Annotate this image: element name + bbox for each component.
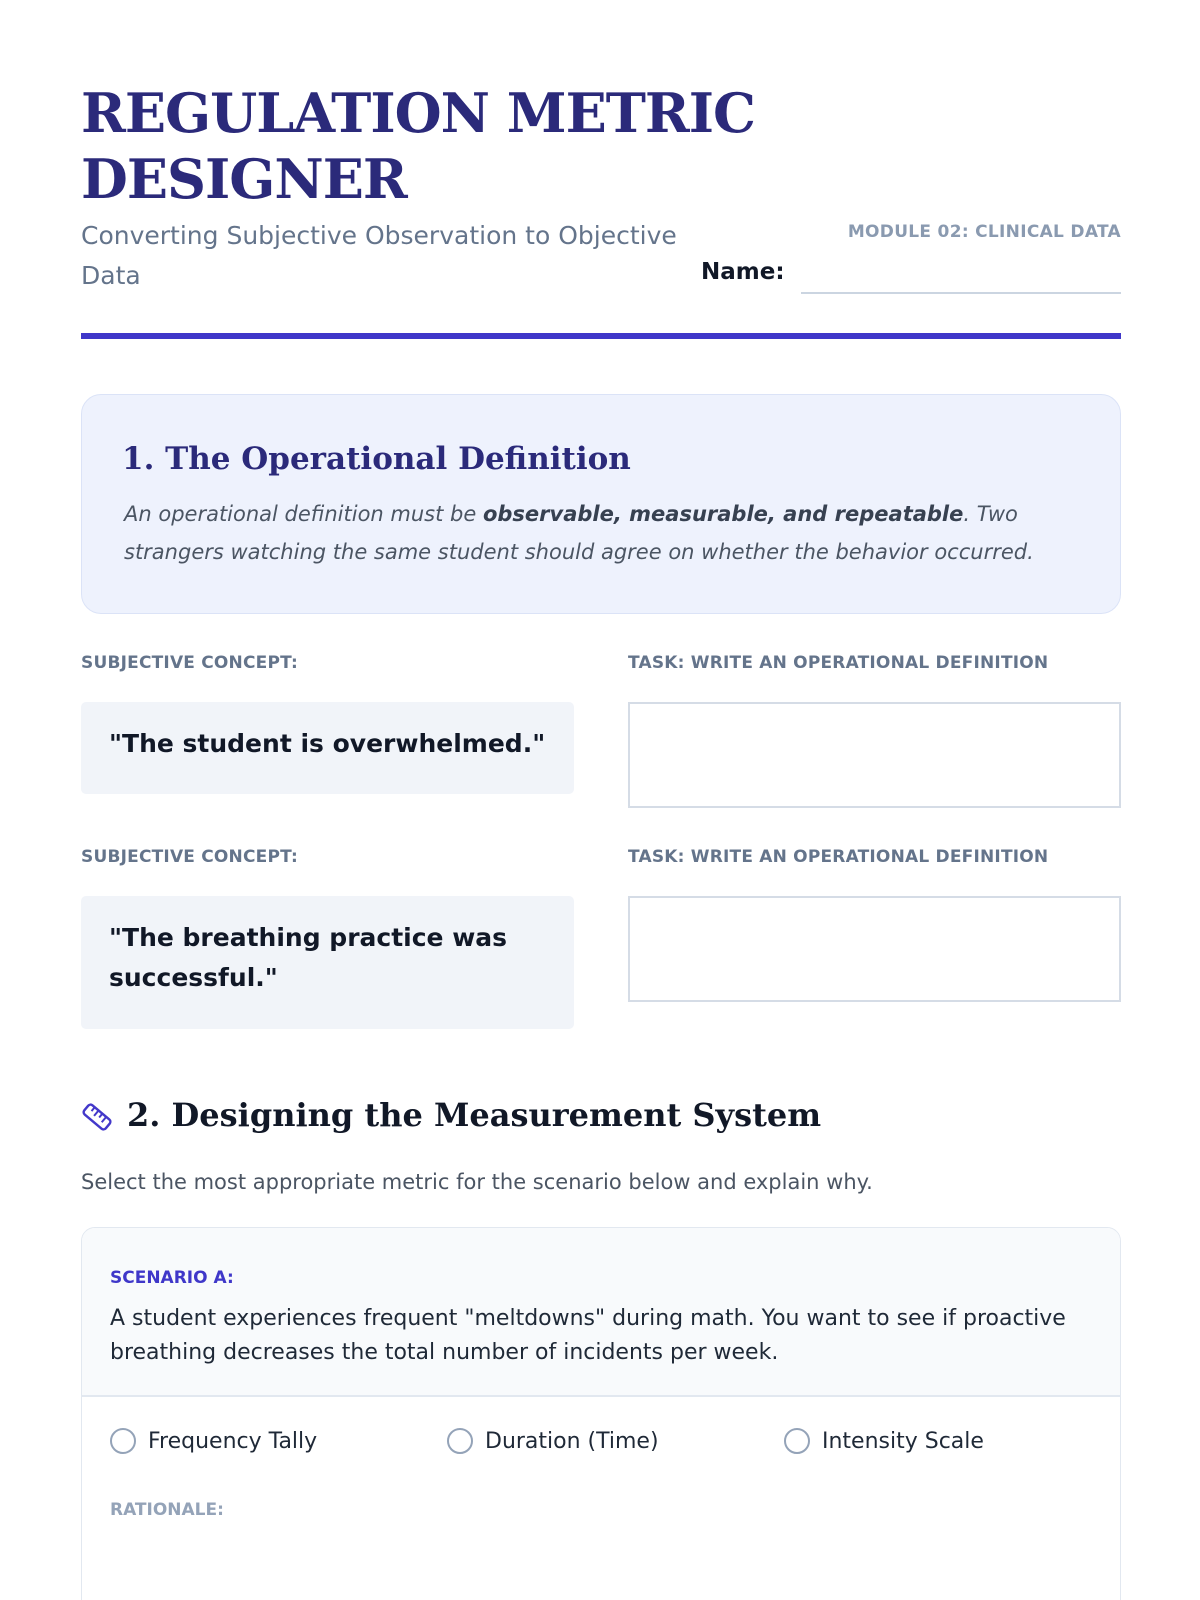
page-title: REGULATION METRIC DESIGNER	[81, 81, 756, 211]
definition-lead: An operational definition must be	[124, 502, 483, 526]
concept-box: "The breathing practice was successful."	[81, 896, 574, 1029]
concept-label: SUBJECTIVE CONCEPT:	[81, 847, 298, 867]
ruler-icon	[81, 1101, 113, 1133]
definition-emphasis: observable, measurable, and repeatable	[482, 502, 964, 526]
option-intensity-scale[interactable]	[784, 1428, 984, 1454]
header-divider	[81, 333, 1121, 339]
radio-button[interactable]	[110, 1428, 136, 1454]
name-input-line[interactable]	[801, 292, 1121, 294]
scenario-label: SCENARIO A:	[110, 1268, 234, 1288]
module-tag: MODULE 02: CLINICAL DATA	[847, 222, 1121, 242]
operational-definition-input[interactable]	[628, 896, 1121, 1002]
task-label: TASK: WRITE AN OPERATIONAL DEFINITION	[628, 653, 1049, 673]
definition-text	[124, 495, 1084, 571]
radio-button[interactable]	[447, 1428, 473, 1454]
scenario-header	[82, 1228, 1120, 1397]
scenario-text: A student experiences frequent "meltdowns" during math. You want to see if proactive breathing decreases the total number of incidents per week.	[110, 1306, 1066, 1365]
option-label: Intensity Scale	[822, 1428, 984, 1454]
name-label: Name:	[701, 259, 785, 285]
section-2-instructions: Select the most appropriate metric for the scenario below and explain why.	[81, 1170, 873, 1194]
operational-definition-input[interactable]	[628, 702, 1121, 808]
definition-callout	[81, 394, 1121, 614]
concept-label: SUBJECTIVE CONCEPT:	[81, 653, 298, 673]
option-duration[interactable]	[447, 1428, 659, 1454]
section-1-title: 1. The Operational Definition	[122, 441, 631, 477]
scenario-card	[81, 1227, 1121, 1600]
rationale-label: RATIONALE:	[110, 1500, 224, 1520]
page-subtitle: Converting Subjective Observation to Objective Data	[81, 221, 677, 290]
option-frequency-tally[interactable]	[110, 1428, 317, 1454]
option-label: Duration (Time)	[485, 1428, 659, 1454]
task-label: TASK: WRITE AN OPERATIONAL DEFINITION	[628, 847, 1049, 867]
section-2-title: 2. Designing the Measurement System	[127, 1096, 822, 1134]
radio-button[interactable]	[784, 1428, 810, 1454]
definition-tail: . Two strangers watching the same student should agree on whether the behavior occurred.	[124, 502, 1034, 564]
concept-box: "The student is overwhelmed."	[81, 702, 574, 794]
option-label: Frequency Tally	[148, 1428, 318, 1454]
